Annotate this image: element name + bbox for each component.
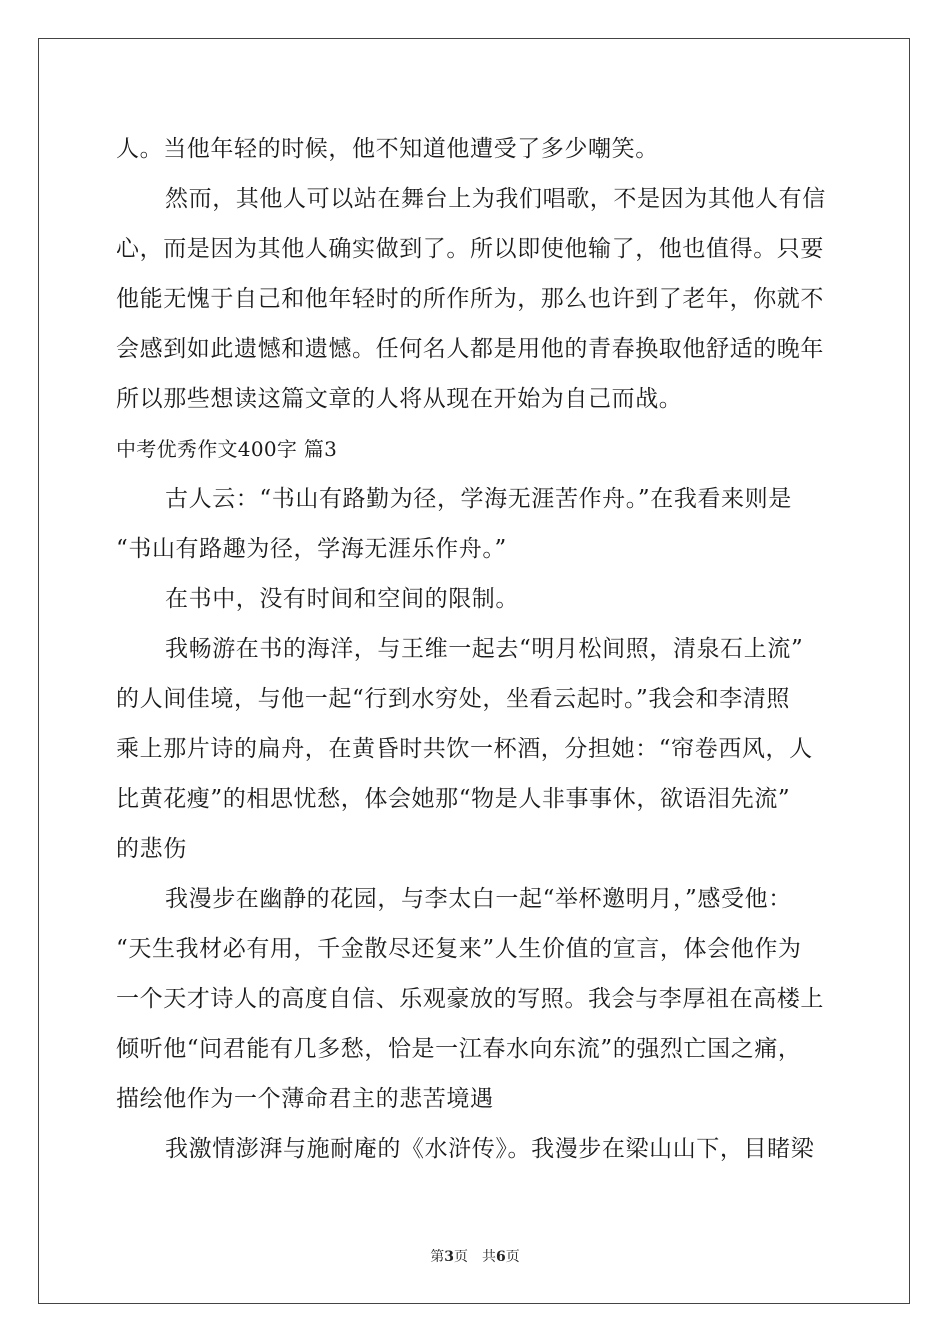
- text-line: 他能无愧于自己和他年轻时的所作所为，那么也许到了老年，你就不: [116, 286, 824, 312]
- section-heading: 中考优秀作文400字 篇3: [116, 437, 338, 461]
- text-line: “天生我材必有用，千金散尽还复来”人生价值的宣言，体会他作为: [116, 936, 802, 962]
- text-line: 我激情澎湃与施耐庵的《水浒传》。我漫步在梁山山下，目睹梁: [165, 1136, 815, 1162]
- total-page-number: 6: [496, 1249, 506, 1265]
- text-line: 描绘他作为一个薄命君主的悲苦境遇: [116, 1086, 494, 1112]
- text-line: 我畅游在书的海洋，与王维一起去“明月松间照，清泉石上流”: [165, 636, 804, 662]
- current-page-number: 3: [444, 1249, 454, 1265]
- page-footer: [0, 1246, 950, 1266]
- text-line: 的悲伤: [116, 836, 187, 862]
- text-line: 人。当他年轻的时候，他不知道他遭受了多少嘲笑。: [116, 136, 659, 162]
- footer-suffix: 页: [505, 1249, 520, 1265]
- text-line: 然而，其他人可以站在舞台上为我们唱歌，不是因为其他人有信: [165, 186, 826, 212]
- text-line: 古人云：“书山有路勤为径，学海无涯苦作舟。”在我看来则是: [165, 486, 792, 512]
- text-line: 倾听他“问君能有几多愁，恰是一江春水向东流”的强烈亡国之痛，: [116, 1036, 802, 1062]
- footer-mid: 页 共: [454, 1249, 496, 1265]
- text-line: 我漫步在幽静的花园，与李太白一起“举杯邀明月，”感受他：: [165, 886, 792, 912]
- text-line: 比黄花瘦”的相思忧愁，体会她那“物是人非事事休，欲语泪先流”: [116, 786, 791, 812]
- text-line: 在书中，没有时间和空间的限制。: [165, 586, 519, 612]
- text-line: 乘上那片诗的扁舟，在黄昏时共饮一杯酒，分担她：“帘卷西风，人: [116, 736, 813, 762]
- text-line: 会感到如此遗憾和遗憾。任何名人都是用他的青春换取他舒适的晚年: [116, 336, 824, 362]
- footer-prefix: 第: [430, 1249, 445, 1265]
- document-body: [116, 124, 836, 1174]
- text-line: 一个天才诗人的高度自信、乐观豪放的写照。我会与李厚祖在高楼上: [116, 986, 824, 1012]
- text-line: 所以那些想读这篇文章的人将从现在开始为自己而战。: [116, 386, 683, 412]
- text-line: 心，而是因为其他人确实做到了。所以即使他输了，他也值得。只要: [116, 236, 824, 262]
- text-line: “书山有路趣为径，学海无涯乐作舟。”: [116, 536, 507, 562]
- text-line: 的人间佳境，与他一起“行到水穷处，坐看云起时。”我会和李清照: [116, 686, 791, 712]
